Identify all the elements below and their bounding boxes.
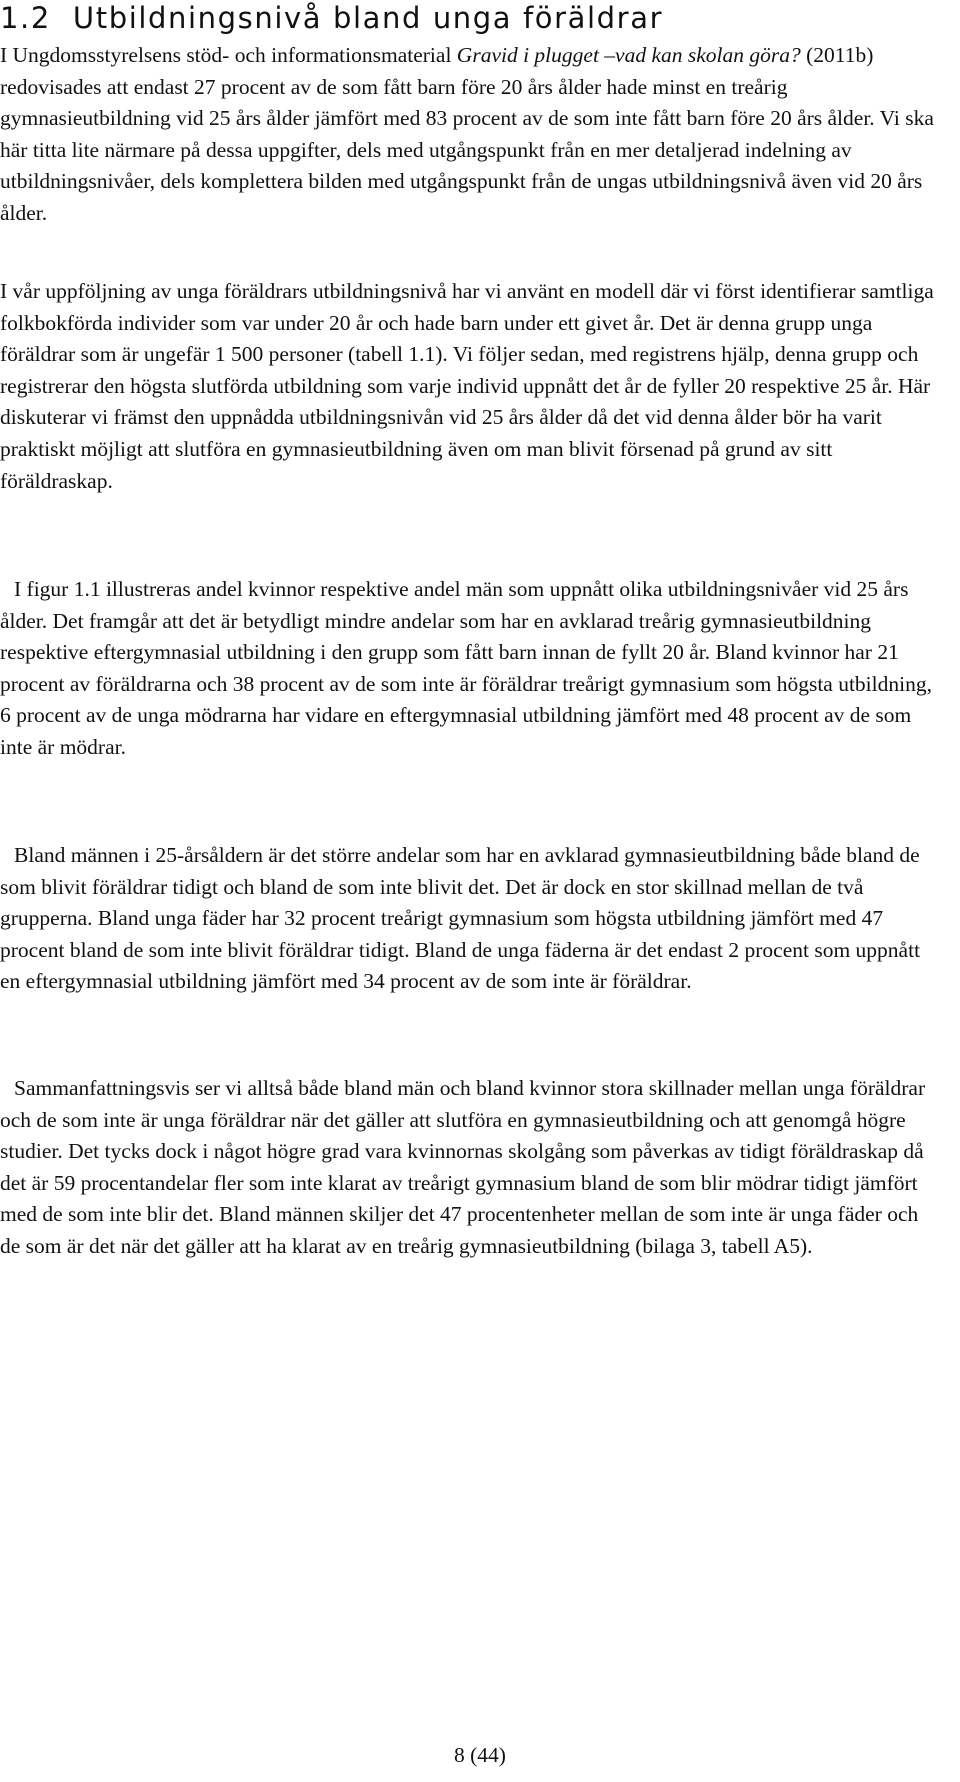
paragraph-intro-text-before: I Ungdomsstyrelsens stöd- och informationsmaterial [0, 43, 457, 67]
paragraph-summary: Sammanfattningsvis ser vi alltså både bland män och bland kvinnor stora skillnader mellan unga föräldrar och de som inte är unga föräldrar när det gäller att slutföra en gymnasieutbildning och att genomgå högre studier. Det tycks dock i något högre grad vara kvinnornas skolgång som påverkas av tidigt föräldraskap då det är 59 procentandelar fler som inte klarat av treårigt gymnasium bland de som blir mödrar tidigt jämfört med de som inte blir det. Bland männen skiljer det 47 procentenheter mellan de som inte är unga fäder och de som är det när det gäller att ha klarat av en treårig gymnasieutbildning (bilaga 3, tabell A5). [0, 1076, 926, 1258]
publication-title: Gravid i plugget –vad kan skolan göra? [456, 43, 801, 67]
paragraph-women: I figur 1.1 illustreras andel kvinnor respektive andel män som uppnått olika utbildningsnivåer vid 25 års ålder. Det framgår att det är betydligt mindre andelar som har en avklarad treårig gymnasieutbildning respektive eftergymnasial utbildning i den grupp som fått barn innan de fyllt 20 år. Bland kvinnor har 21 procent av föräldrarna och 38 procent av de som inte är föräldrar treårigt gymnasium som högsta utbildning, 6 procent av de unga mödrarna har vidare en eftergymnasial utbildning jämfört med 48 procent av de som inte är mödrar. [0, 577, 932, 759]
paragraph-method: I vår uppföljning av unga föräldrars utbildningsnivå har vi använt en modell där vi först identifierar samtliga folkbokförda individer som var under 20 år och hade barn under ett givet år. Det är denna grupp unga föräldrar som är ungefär 1 500 personer (tabell 1.1). Vi följer sedan, med registrens hjälp, denna grupp och registrerar den högsta slutförda utbildning som varje individ uppnått det år de fyller 20 respektive 25 år. Här diskuterar vi främst den uppnådda utbildningsnivån vid 25 års ålder då det vid denna ålder bör ha varit praktiskt möjligt att slutföra en gymnasieutbildning även om man blivit försenad på grund av sitt föräldraskap. [0, 279, 934, 493]
paragraph-intro [0, 40, 934, 230]
page-number: 8 (44) [454, 1743, 506, 1767]
section-title: Utbildningsnivå bland unga föräldrar [72, 1, 664, 35]
paragraph-men: Bland männen i 25-årsåldern är det större andelar som har en avklarad gymnasieutbildning både bland de som blivit föräldrar tidigt och bland de som inte blivit det. Det är dock en stor skillnad mellan de två grupperna. Bland unga fäder har 32 procent treårigt gymnasium som högsta utbildning jämfört med 47 procent bland de som inte blivit föräldrar tidigt. Bland de unga fäderna är det endast 2 procent som uppnått en eftergymnasial utbildning jämfört med 34 procent av de som inte är föräldrar. [0, 843, 921, 994]
section-heading [0, 0, 663, 36]
section-number: 1.2 [0, 1, 51, 35]
paragraph-intro-text-after: (2011b) redovisades att endast 27 procent av de som fått barn före 20 års ålder hade minst en treårig gymnasieutbildning vid 25 års ålder jämfört med 83 procent av de som inte fått barn före 20 års ålder. Vi ska här titta lite närmare på dessa uppgifter, dels med utgångspunkt från en mer detaljerad indelning av utbildningsnivåer, dels komplettera bilden med utgångspunkt från de ungas utbildningsnivå även vid 20 års ålder. [0, 43, 934, 225]
